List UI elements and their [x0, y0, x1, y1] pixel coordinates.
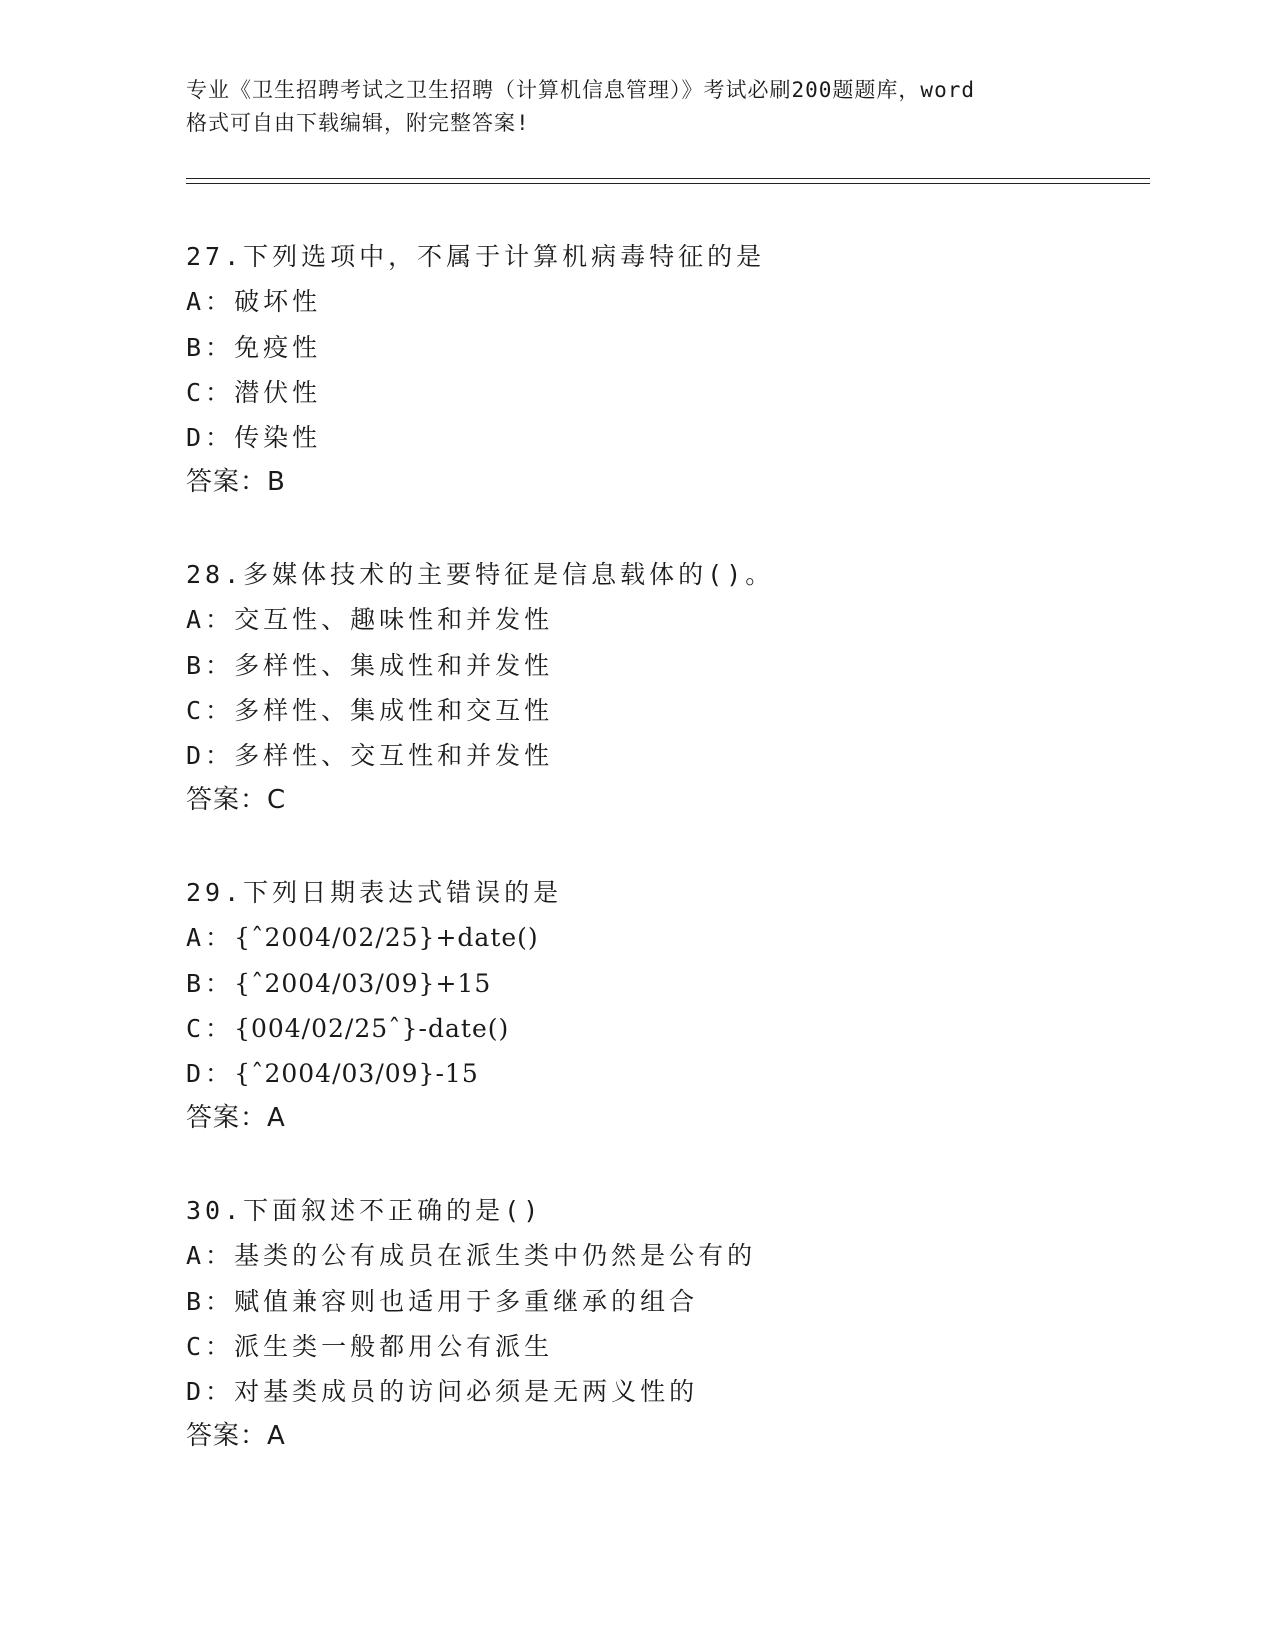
option-d: [186, 415, 1146, 460]
option-key: A：: [186, 287, 235, 317]
option-d: [186, 1051, 1146, 1096]
option-key: A：: [186, 923, 235, 953]
answer-line: 答案：B: [186, 467, 286, 498]
option-key: A：: [186, 1241, 235, 1271]
option-text: {ˆ2004/03/09}-15: [234, 1059, 479, 1089]
option-key: C：: [186, 377, 235, 407]
question-block-30: [186, 1188, 1146, 1460]
option-c: [186, 370, 1146, 415]
option-key: A：: [186, 605, 235, 635]
option-b: [186, 325, 1146, 370]
option-c: [186, 1324, 1146, 1369]
option-text: 赋值兼容则也适用于多重继承的组合: [234, 1286, 699, 1316]
option-text: 对基类成员的访问必须是无两义性的: [234, 1377, 699, 1407]
option-a: [186, 915, 1146, 960]
option-key: D：: [186, 1059, 235, 1089]
document-header: [186, 74, 1086, 140]
option-a: [186, 279, 1146, 324]
option-key: B：: [186, 1286, 235, 1316]
option-text: 基类的公有成员在派生类中仍然是公有的: [234, 1241, 757, 1271]
option-key: C：: [186, 695, 235, 725]
option-b: [186, 643, 1146, 688]
answer-line: 答案：A: [186, 1421, 286, 1452]
header-divider-bottom: [186, 183, 1150, 184]
option-c: [186, 1006, 1146, 1051]
option-key: B：: [186, 968, 235, 998]
option-key: C：: [186, 1331, 235, 1361]
question-stem: 29.下列日期表达式错误的是: [186, 878, 563, 907]
option-text: 多样性、集成性和交互性: [234, 695, 554, 725]
option-a: [186, 597, 1146, 642]
header-title-line-1: 专业《卫生招聘考试之卫生招聘（计算机信息管理）》考试必刷200题题库，word: [186, 78, 975, 102]
option-a: [186, 1233, 1146, 1278]
question-stem: 30.下面叙述不正确的是(): [186, 1196, 543, 1225]
header-title-line-2: 格式可自由下载编辑，附完整答案!: [186, 111, 530, 135]
option-d: [186, 733, 1146, 778]
answer-line: 答案：C: [186, 785, 287, 816]
option-key: D：: [186, 423, 235, 453]
question-block-29: [186, 870, 1146, 1142]
option-key: B：: [186, 332, 235, 362]
option-text: 派生类一般都用公有派生: [234, 1331, 554, 1361]
header-divider-top: [186, 178, 1150, 179]
question-stem: 27.下列选项中，不属于计算机病毒特征的是: [186, 242, 766, 271]
option-b: [186, 961, 1146, 1006]
option-c: [186, 688, 1146, 733]
option-text: 潜伏性: [234, 377, 322, 407]
answer-line: 答案：A: [186, 1103, 286, 1134]
question-block-28: [186, 552, 1146, 824]
option-text: 多样性、交互性和并发性: [234, 741, 554, 771]
option-text: 传染性: [234, 423, 322, 453]
question-stem: 28.多媒体技术的主要特征是信息载体的()。: [186, 560, 775, 589]
option-key: D：: [186, 1377, 235, 1407]
option-b: [186, 1279, 1146, 1324]
option-text: 多样性、集成性和并发性: [234, 650, 554, 680]
option-key: D：: [186, 741, 235, 771]
option-text: {004/02/25ˆ}-date(): [234, 1013, 510, 1043]
option-d: [186, 1369, 1146, 1414]
option-text: {ˆ2004/02/25}+date(): [234, 923, 539, 953]
option-text: {ˆ2004/03/09}+15: [234, 968, 492, 998]
option-key: B：: [186, 650, 235, 680]
question-block-27: [186, 234, 1146, 506]
option-text: 免疫性: [234, 332, 322, 362]
option-text: 交互性、趣味性和并发性: [234, 605, 554, 635]
option-text: 破坏性: [234, 287, 322, 317]
option-key: C：: [186, 1013, 235, 1043]
